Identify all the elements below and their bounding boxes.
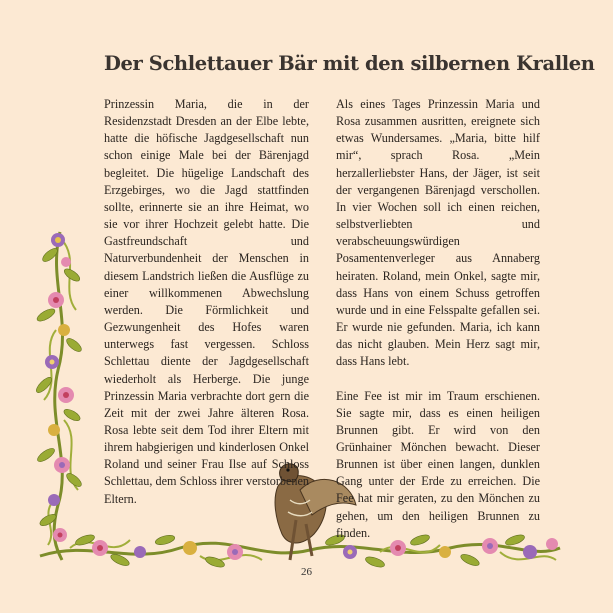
left-text-column (104, 96, 309, 525)
paragraph: Als eines Tages Prinzessin Maria und Rosa zusammen ausritten, ereignete sich etwas Wundersames. „Maria, bitte hilf mir“, sprach Rosa. „Mein herzallerliebster Hans, der Jäger, ist seit der vergangenen Bärenjagd verschollen. In vier Wochen soll ich einen reichen, selbstverliebten und verabscheuungswürdigen Posamentenverleger aus Annaberg heiraten. Roland, mein Onkel, sagte mir, dass Hans von einem Schuss getroffen wurde und in eine Felsspalte gefallen sei. Er wurde nie gefunden. Maria, ich kann das nicht glauben. Mein Herz sagt mir, dass Hans lebt. (336, 97, 540, 369)
paragraph: Prinzessin Maria, die in der Residenzstadt Dresden an der Elbe lebte, hatte die höfische Jagdgesellschaft nun schon einige Male bei der Bärenjagd begleitet. Die hügelige Landschaft des Erzgebirges, wo die Jagd stattfinden sollte, erinnerte sie an ihre Heimat, wo sie vor ihrer Hochzeit gelebt hatte. Die Gastfreundschaft und Naturverbundenheit der Menschen in diesem Landstrich ließen die Ausflüge zu einer willkommenen Abwechslung werden. Die Förmlichkeit und Gezwungenheit des Hofes waren unterwegs fast vergessen. Schloss Schlettau diente der Jagdgesellschaft wiederholt als Herberge. Die junge Prinzessin Maria verbrachte dort gern die Zeit mit der zwei Jahre älteren Rosa. Rosa lebte seit dem Tod ihrer Eltern mit ihrem habgierigen und kinderlosen Onkel Roland und seiner Frau Ilse auf Schloss Schlettau, dem Schloss ihrer verstorbenen Eltern. (104, 97, 309, 506)
right-text-column (336, 96, 540, 559)
page-title: Der Schlettauer Bär mit den silbernen Krallen (104, 52, 595, 75)
paragraph: Eine Fee ist mir im Traum erschienen. Sie sagte mir, dass es einen heiligen Brunnen gibt. Er wird von den Grünhainer Mönchen bewacht. Dieser Brunnen ist über einen langen, dunklen Gang unter der Erde zu erreichen. Die Fee hat mir geraten, zu den Mönchen zu gehen, um den heiligen Brunnen zu finden. (336, 388, 540, 540)
page-number: 26 (301, 566, 312, 578)
